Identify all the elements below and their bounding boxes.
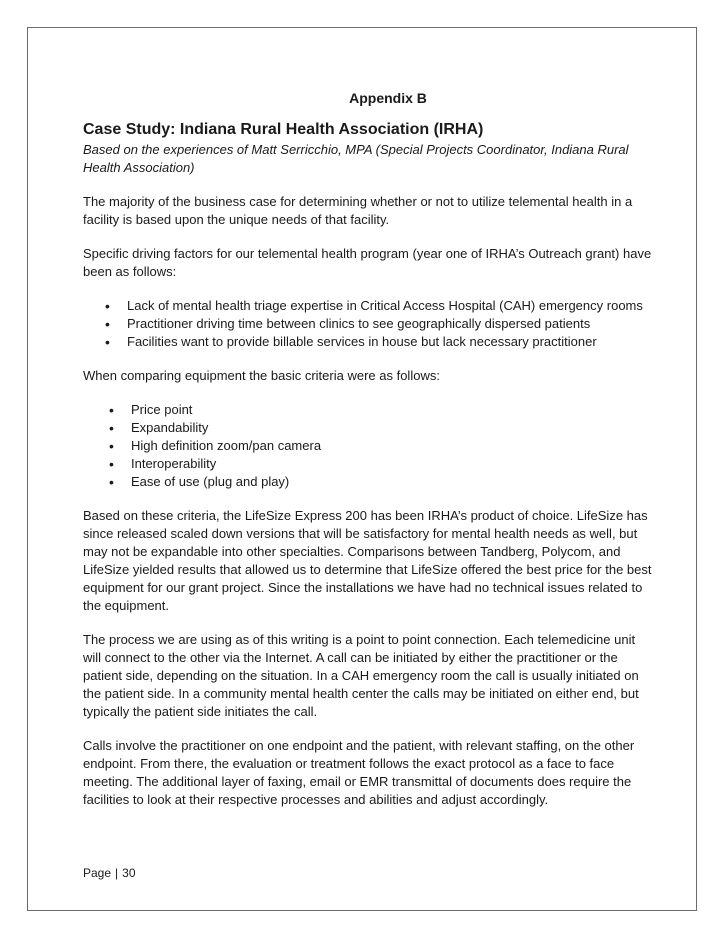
paragraph-criteria-intro: When comparing equipment the basic criteria were as follows: (83, 368, 440, 383)
list-item: • High definition zoom/pan camera (83, 437, 653, 455)
document-body (83, 89, 653, 825)
list-item: • Lack of mental health triage expertise in Critical Access Hospital (CAH) emergency rooms (83, 297, 653, 315)
list-item: • Interoperability (83, 455, 653, 473)
list-item: • Practitioner driving time between clinics to see geographically dispersed patients (83, 315, 653, 333)
list-item: • Price point (83, 401, 653, 419)
paragraph-intro: The majority of the business case for determining whether or not to utilize telemental health in a facility is based upon the unique needs of that facility. (83, 194, 633, 227)
case-study-heading: Case Study: Indiana Rural Health Association (IRHA) (83, 121, 484, 138)
paragraph-process: The process we are using as of this writing is a point to point connection. Each telemedicine unit will connect to the other via the Internet. A call can be initiated by either the practitioner or the patient side, depending on the situation. In a CAH emergency room the call is usually initiated on the patient side. In a community mental health center the calls may be initiated on either end, but typically the patient side initiates the call. (83, 632, 639, 719)
page-number: 30 (122, 866, 136, 880)
page-label: Page (83, 866, 112, 880)
page-footer (83, 866, 136, 880)
paragraph-calls: Calls involve the practitioner on one endpoint and the patient, with relevant staffing, on the other endpoint. From there, the evaluation or treatment follows the exact protocol as a face to face meeting. The additional layer of faxing, email or EMR transmittal of documents does require the facilities to look at their respective processes and abilities and adjust accordingly. (83, 738, 635, 807)
footer-separator: | (115, 866, 119, 880)
paragraph-lifesize: Based on these criteria, the LifeSize Express 200 has been IRHA’s product of choice. LifeSize has since released scaled down versions that will be satisfactory for mental health needs as well, but may not be expandable into other specialties. Comparisons between Tandberg, Polycom, and LifeSize yielded results that allowed us to determine that LifeSize offered the best price for the best equipment for our grant project. Since the installations we have had no technical issues related to the equipment. (83, 508, 652, 613)
case-study-subtitle: Based on the experiences of Matt Serricchio, MPA (Special Projects Coordinator, Indiana Rural Health Association) (83, 142, 629, 175)
list-item: • Facilities want to provide billable services in house but lack necessary practitioner (83, 333, 653, 351)
appendix-title: Appendix B (349, 90, 427, 106)
driving-factors-list (83, 297, 653, 351)
paragraph-driving-factors: Specific driving factors for our telemental health program (year one of IRHA’s Outreach grant) have been as follows: (83, 246, 652, 279)
list-item: • Ease of use (plug and play) (83, 473, 653, 491)
list-item: • Expandability (83, 419, 653, 437)
criteria-list (83, 401, 653, 491)
